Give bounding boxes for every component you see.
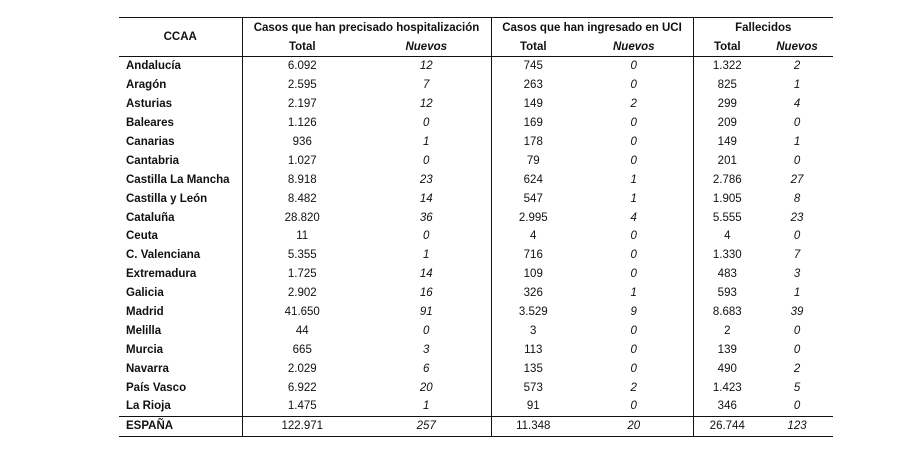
covid-data-table [119,17,833,437]
row-hosp-nuevos: 16 [419,287,433,300]
row-fall-nuevos: 2 [793,60,801,73]
row-fall-nuevos: 23 [790,211,804,224]
total-fall-total: 26.744 [693,416,761,436]
row-hosp-total: 2.902 [242,284,362,303]
header-ccaa: CCAA [119,18,242,57]
row-ccaa-name: Asturias [126,98,173,111]
row-fall-total: 593 [693,284,761,303]
row-ccaa-name: Galicia [126,287,164,300]
table-row [119,57,833,76]
table-row [119,208,833,227]
table-row [119,170,833,189]
row-hosp-total: 41.650 [242,303,362,322]
header-uci-total: Total [491,37,575,57]
row-hosp-nuevos: 7 [423,79,430,92]
row-hosp-nuevos: 0 [423,117,430,130]
row-fall-nuevos: 27 [790,173,804,186]
table-row [119,133,833,152]
header-hospitalizacion: Casos que han precisado hospitalización [242,18,491,38]
row-ccaa-name: Cantabria [126,154,180,167]
row-hosp-total: 8.918 [242,170,362,189]
header-uci: Casos que han ingresado en UCI [491,18,693,38]
row-hosp-nuevos: 0 [423,324,430,337]
row-ccaa-name: Andalucía [126,60,181,73]
row-uci-total: 624 [491,170,575,189]
table-row [119,76,833,95]
row-uci-nuevos: 0 [630,79,637,92]
row-uci-total: 91 [491,397,575,416]
row-uci-total: 169 [491,114,575,133]
row-ccaa-name: Madrid [126,306,164,319]
row-uci-total: 716 [491,246,575,265]
row-fall-nuevos: 39 [790,306,804,319]
row-uci-total: 79 [491,151,575,170]
table-row [119,321,833,340]
row-hosp-total: 44 [242,321,362,340]
row-fall-nuevos: 4 [793,98,801,111]
row-hosp-nuevos: 14 [419,268,433,281]
row-hosp-nuevos: 14 [419,192,433,205]
row-hosp-total: 28.820 [242,208,362,227]
table-row [119,378,833,397]
row-ccaa-name: Castilla La Mancha [126,173,230,186]
row-fall-nuevos: 1 [793,287,801,300]
row-hosp-total: 6.092 [242,57,362,76]
row-fall-nuevos: 2 [793,362,801,375]
row-fall-total: 4 [693,227,761,246]
total-hosp-nuevos: 257 [362,416,491,436]
row-hosp-total: 1.027 [242,151,362,170]
row-uci-total: 2.995 [491,208,575,227]
total-uci-nuevos: 20 [575,416,693,436]
row-hosp-nuevos: 1 [423,400,430,413]
row-ccaa-name: Murcia [126,343,164,356]
table-row [119,340,833,359]
row-uci-total: 113 [491,340,575,359]
row-ccaa-name: Baleares [126,117,174,130]
row-fall-nuevos: 0 [793,230,801,243]
table-row [119,397,833,416]
table-row [119,151,833,170]
row-hosp-total: 1.126 [242,114,362,133]
row-hosp-total: 5.355 [242,246,362,265]
row-uci-nuevos: 0 [630,60,637,73]
row-uci-total: 326 [491,284,575,303]
row-uci-total: 3 [491,321,575,340]
row-hosp-nuevos: 12 [419,98,433,111]
row-fall-nuevos: 0 [793,117,801,130]
total-fall-nuevos: 123 [761,416,833,436]
row-hosp-nuevos: 6 [423,362,430,375]
row-ccaa-name: Cataluña [126,211,175,224]
row-fall-total: 490 [693,359,761,378]
row-hosp-nuevos: 23 [419,173,433,186]
row-fall-total: 201 [693,151,761,170]
row-fall-total: 1.322 [693,57,761,76]
row-uci-nuevos: 0 [630,324,637,337]
row-uci-total: 263 [491,76,575,95]
header-hosp-total: Total [242,37,362,57]
row-uci-nuevos: 2 [630,98,637,111]
row-uci-total: 109 [491,265,575,284]
row-hosp-total: 2.595 [242,76,362,95]
header-fall-nuevos: Nuevos [761,37,833,57]
total-row [119,416,833,436]
header-uci-nuevos: Nuevos [575,37,693,57]
row-fall-nuevos: 1 [793,136,801,148]
row-ccaa-name: La Rioja [126,400,171,413]
row-ccaa-name: Navarra [126,362,169,375]
row-hosp-nuevos: 91 [419,306,433,319]
row-uci-nuevos: 0 [630,230,637,243]
row-uci-total: 745 [491,57,575,76]
row-uci-total: 3.529 [491,303,575,322]
row-fall-total: 299 [693,95,761,114]
row-fall-nuevos: 7 [793,249,801,262]
row-fall-total: 483 [693,265,761,284]
row-fall-total: 825 [693,76,761,95]
table-row [119,189,833,208]
row-ccaa-name: Extremadura [126,268,197,281]
table-row [119,114,833,133]
row-hosp-nuevos: 20 [419,381,433,394]
header-fallecidos: Fallecidos [693,18,833,38]
row-hosp-nuevos: 1 [423,249,430,262]
row-hosp-total: 8.482 [242,189,362,208]
row-fall-nuevos: 3 [793,268,801,281]
row-ccaa-name: País Vasco [126,381,187,394]
row-uci-nuevos: 9 [630,306,637,319]
row-uci-nuevos: 0 [630,117,637,130]
row-uci-total: 149 [491,95,575,114]
row-hosp-total: 1.475 [242,397,362,416]
table-row [119,265,833,284]
row-uci-nuevos: 1 [630,173,637,186]
row-uci-nuevos: 0 [630,136,637,148]
row-fall-total: 139 [693,340,761,359]
row-fall-total: 2 [693,321,761,340]
row-uci-nuevos: 4 [630,211,637,224]
row-fall-nuevos: 5 [793,381,801,394]
row-fall-total: 8.683 [693,303,761,322]
header-hosp-nuevos: Nuevos [362,37,491,57]
row-ccaa-name: Castilla y León [126,192,208,205]
row-hosp-nuevos: 0 [423,154,430,167]
row-hosp-total: 11 [242,227,362,246]
row-fall-total: 1.423 [693,378,761,397]
row-fall-nuevos: 0 [793,400,801,413]
row-fall-nuevos: 0 [793,343,801,356]
row-ccaa-name: Aragón [126,79,167,92]
row-ccaa-name: Canarias [126,136,175,148]
row-hosp-nuevos: 3 [423,343,430,356]
row-uci-total: 547 [491,189,575,208]
row-uci-nuevos: 0 [630,343,637,356]
row-fall-total: 1.905 [693,189,761,208]
row-uci-nuevos: 2 [630,381,637,394]
table-row [119,284,833,303]
row-fall-nuevos: 0 [793,154,801,167]
row-uci-total: 4 [491,227,575,246]
row-hosp-nuevos: 12 [419,60,433,73]
row-fall-total: 5.555 [693,208,761,227]
row-hosp-total: 6.922 [242,378,362,397]
row-hosp-total: 1.725 [242,265,362,284]
row-uci-nuevos: 0 [630,400,637,413]
row-ccaa-name: Melilla [126,324,162,337]
table-row [119,303,833,322]
row-uci-nuevos: 0 [630,268,637,281]
row-uci-total: 573 [491,378,575,397]
row-fall-total: 1.330 [693,246,761,265]
table-row [119,95,833,114]
row-hosp-total: 2.029 [242,359,362,378]
row-fall-total: 149 [693,133,761,152]
row-uci-total: 135 [491,359,575,378]
row-hosp-total: 665 [242,340,362,359]
row-uci-nuevos: 0 [630,249,637,262]
row-uci-nuevos: 0 [630,362,637,375]
row-uci-nuevos: 1 [630,192,637,205]
table-row [119,227,833,246]
row-fall-total: 209 [693,114,761,133]
row-fall-total: 346 [693,397,761,416]
row-uci-nuevos: 0 [630,154,637,167]
row-hosp-total: 936 [242,133,362,152]
row-fall-total: 2.786 [693,170,761,189]
total-name: ESPAÑA [119,416,242,436]
row-hosp-nuevos: 36 [419,211,433,224]
row-fall-nuevos: 8 [793,192,801,205]
total-hosp-total: 122.971 [242,416,362,436]
row-hosp-nuevos: 0 [423,230,430,243]
row-fall-nuevos: 0 [793,324,801,337]
table-body [119,57,833,417]
row-hosp-nuevos: 1 [423,136,430,148]
row-fall-nuevos: 1 [793,79,801,92]
total-uci-total: 11.348 [491,416,575,436]
row-hosp-total: 2.197 [242,95,362,114]
header-fall-total: Total [693,37,761,57]
row-uci-nuevos: 1 [630,287,637,300]
table-row [119,246,833,265]
row-ccaa-name: Ceuta [126,230,158,243]
table-row [119,359,833,378]
row-uci-total: 178 [491,133,575,152]
row-ccaa-name: C. Valenciana [126,249,201,262]
